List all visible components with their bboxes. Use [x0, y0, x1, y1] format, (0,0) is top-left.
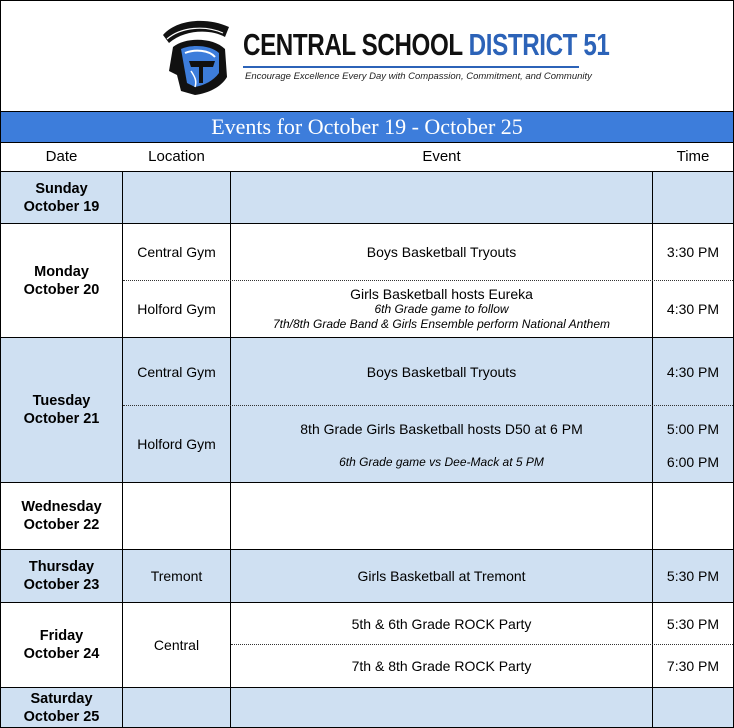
day-date: October 19	[23, 198, 100, 215]
district-header	[1, 1, 733, 111]
time-cell: 3:30 PM	[666, 244, 720, 260]
time-cell: 5:00 PM	[666, 421, 720, 437]
location-cell: Central	[153, 637, 200, 653]
day-cell-sunday	[1, 171, 122, 224]
event-note: 7th/8th Grade Band & Girls Ensemble perform National Anthem	[272, 316, 611, 331]
location-cell: Central Gym	[137, 363, 216, 380]
day-name: Sunday	[35, 180, 88, 197]
day-date: October 23	[23, 577, 100, 593]
location-cell: Holford Gym	[137, 436, 216, 452]
event-cell: Girls Basketball at Tremont	[357, 568, 526, 584]
day-name: Wednesday	[21, 499, 102, 515]
day-name: Friday	[39, 628, 84, 644]
event-note: 6th Grade game vs Dee-Mack at 5 PM	[339, 455, 544, 469]
day-name: Saturday	[30, 690, 93, 707]
time-cell: 5:30 PM	[666, 615, 720, 632]
district-name-blue: DISTRICT 51	[468, 27, 610, 62]
column-header-date: Date	[45, 148, 78, 165]
day-date: October 25	[23, 708, 100, 725]
day-cell-tuesday	[1, 338, 122, 482]
day-cell-wednesday	[1, 483, 122, 549]
location-cell: Tremont	[150, 568, 203, 584]
day-date: October 22	[23, 517, 100, 533]
column-header-location: Location	[148, 148, 205, 165]
event-cell: 8th Grade Girls Basketball hosts D50 at 6 PM	[300, 421, 583, 437]
day-name: Monday	[34, 263, 89, 280]
time-cell: 5:30 PM	[666, 568, 720, 584]
spartan-helmet-icon	[155, 17, 235, 99]
event-cell: Boys Basketball Tryouts	[366, 244, 517, 260]
day-cell-saturday	[1, 688, 122, 727]
brand-divider	[243, 66, 579, 68]
day-cell-monday	[1, 224, 122, 337]
time-cell: 4:30 PM	[666, 301, 720, 317]
event-cell: Boys Basketball Tryouts	[366, 363, 517, 380]
day-name: Thursday	[28, 559, 95, 575]
event-cell	[231, 281, 652, 337]
day-cell-thursday	[1, 550, 122, 602]
day-name: Tuesday	[32, 393, 91, 409]
district-name	[243, 27, 609, 63]
week-banner: Events for October 19 - October 25	[1, 111, 733, 143]
event-note: 6th Grade game to follow	[374, 301, 509, 316]
column-header-event: Event	[422, 148, 461, 165]
district-tagline: Encourage Excellence Every Day with Compassion, Commitment, and Community	[245, 71, 592, 82]
day-date: October 20	[23, 281, 100, 298]
column-header-time: Time	[676, 148, 710, 165]
time-cell: 4:30 PM	[666, 363, 720, 380]
time-cell: 7:30 PM	[666, 658, 720, 674]
location-cell: Central Gym	[137, 244, 216, 260]
event-title: Girls Basketball hosts Eureka	[350, 285, 533, 302]
day-date: October 24	[23, 646, 100, 662]
day-cell-friday	[1, 603, 122, 687]
time-cell: 6:00 PM	[666, 454, 720, 470]
location-cell: Holford Gym	[137, 301, 216, 317]
event-cell: 5th & 6th Grade ROCK Party	[351, 615, 532, 632]
district-name-dark: CENTRAL SCHOOL	[243, 27, 463, 62]
event-cell: 7th & 8th Grade ROCK Party	[351, 658, 532, 674]
day-date: October 21	[23, 411, 100, 427]
